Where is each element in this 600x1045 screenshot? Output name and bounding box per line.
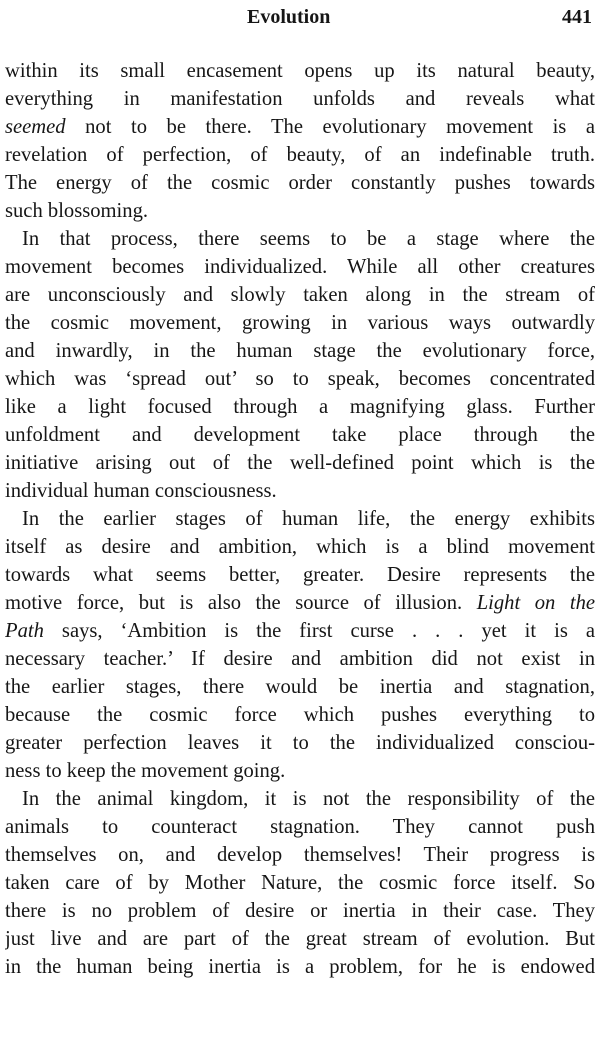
text-line: itself as desire and ambition, which is a blind movement [5,536,595,558]
text-line: the cosmic movement, growing in various ways outwardly [5,312,595,334]
text-line: individual human consciousness. [5,480,277,502]
text-line: are unconsciously and slowly taken along in the stream of [5,284,595,306]
body-text [5,57,595,981]
text-line: motive force, but is also the source of illusion. Light on the [5,592,595,614]
text-line: In the animal kingdom, it is not the responsibility of the [22,788,595,810]
text-line: themselves on, and develop themselves! Their progress is [5,844,595,866]
text-line: because the cosmic force which pushes everything to [5,704,595,726]
book-page [5,0,595,1045]
text-line: Path says, ‘Ambition is the first curse . . . yet it is a [5,620,595,642]
running-head [5,5,595,29]
text-line: The energy of the cosmic order constantly pushes towards [5,172,595,194]
text-line: which was ‘spread out’ so to speak, becomes concentrated [5,368,595,390]
text-line: In the earlier stages of human life, the energy exhibits [22,508,595,530]
text-line: seemed not to be there. The evolutionary movement is a [5,116,595,138]
text-line: such blossoming. [5,200,149,222]
text-line: necessary teacher.’ If desire and ambition did not exist in [5,648,595,670]
text-line: everything in manifestation unfolds and reveals what [5,88,595,110]
text-line: taken care of by Mother Nature, the cosmic force itself. So [5,872,595,894]
text-line: unfoldment and development take place through the [5,424,595,446]
text-line: revelation of perfection, of beauty, of an indefinable truth. [5,144,595,166]
text-line: ness to keep the movement going. [5,760,286,782]
text-line: in the human being inertia is a problem, for he is endowed [5,956,595,978]
chapter-title: Evolution [247,6,331,28]
text-line: In that process, there seems to be a stage where the [22,228,595,250]
text-line: within its small encasement opens up its natural beauty, [5,60,595,82]
page-number: 441 [562,6,592,28]
text-line: towards what seems better, greater. Desire represents the [5,564,595,586]
text-line: like a light focused through a magnifying glass. Further [5,396,595,418]
text-line: and inwardly, in the human stage the evolutionary force, [5,340,595,362]
italic-phrase: Path [5,620,44,642]
text-line: movement becomes individualized. While all other creatures [5,256,595,278]
text-line: initiative arising out of the well-defined point which is the [5,452,595,474]
text-line: animals to counteract stagnation. They cannot push [5,816,595,838]
text-line: the earlier stages, there would be inertia and stagnation, [5,676,595,698]
text-line: greater perfection leaves it to the individualized consciou- [5,732,595,754]
italic-phrase: Light on the [476,592,595,614]
italic-phrase: seemed [5,116,66,138]
text-line: there is no problem of desire or inertia in their case. They [5,900,595,922]
text-line: just live and are part of the great stream of evolution. But [5,928,595,950]
